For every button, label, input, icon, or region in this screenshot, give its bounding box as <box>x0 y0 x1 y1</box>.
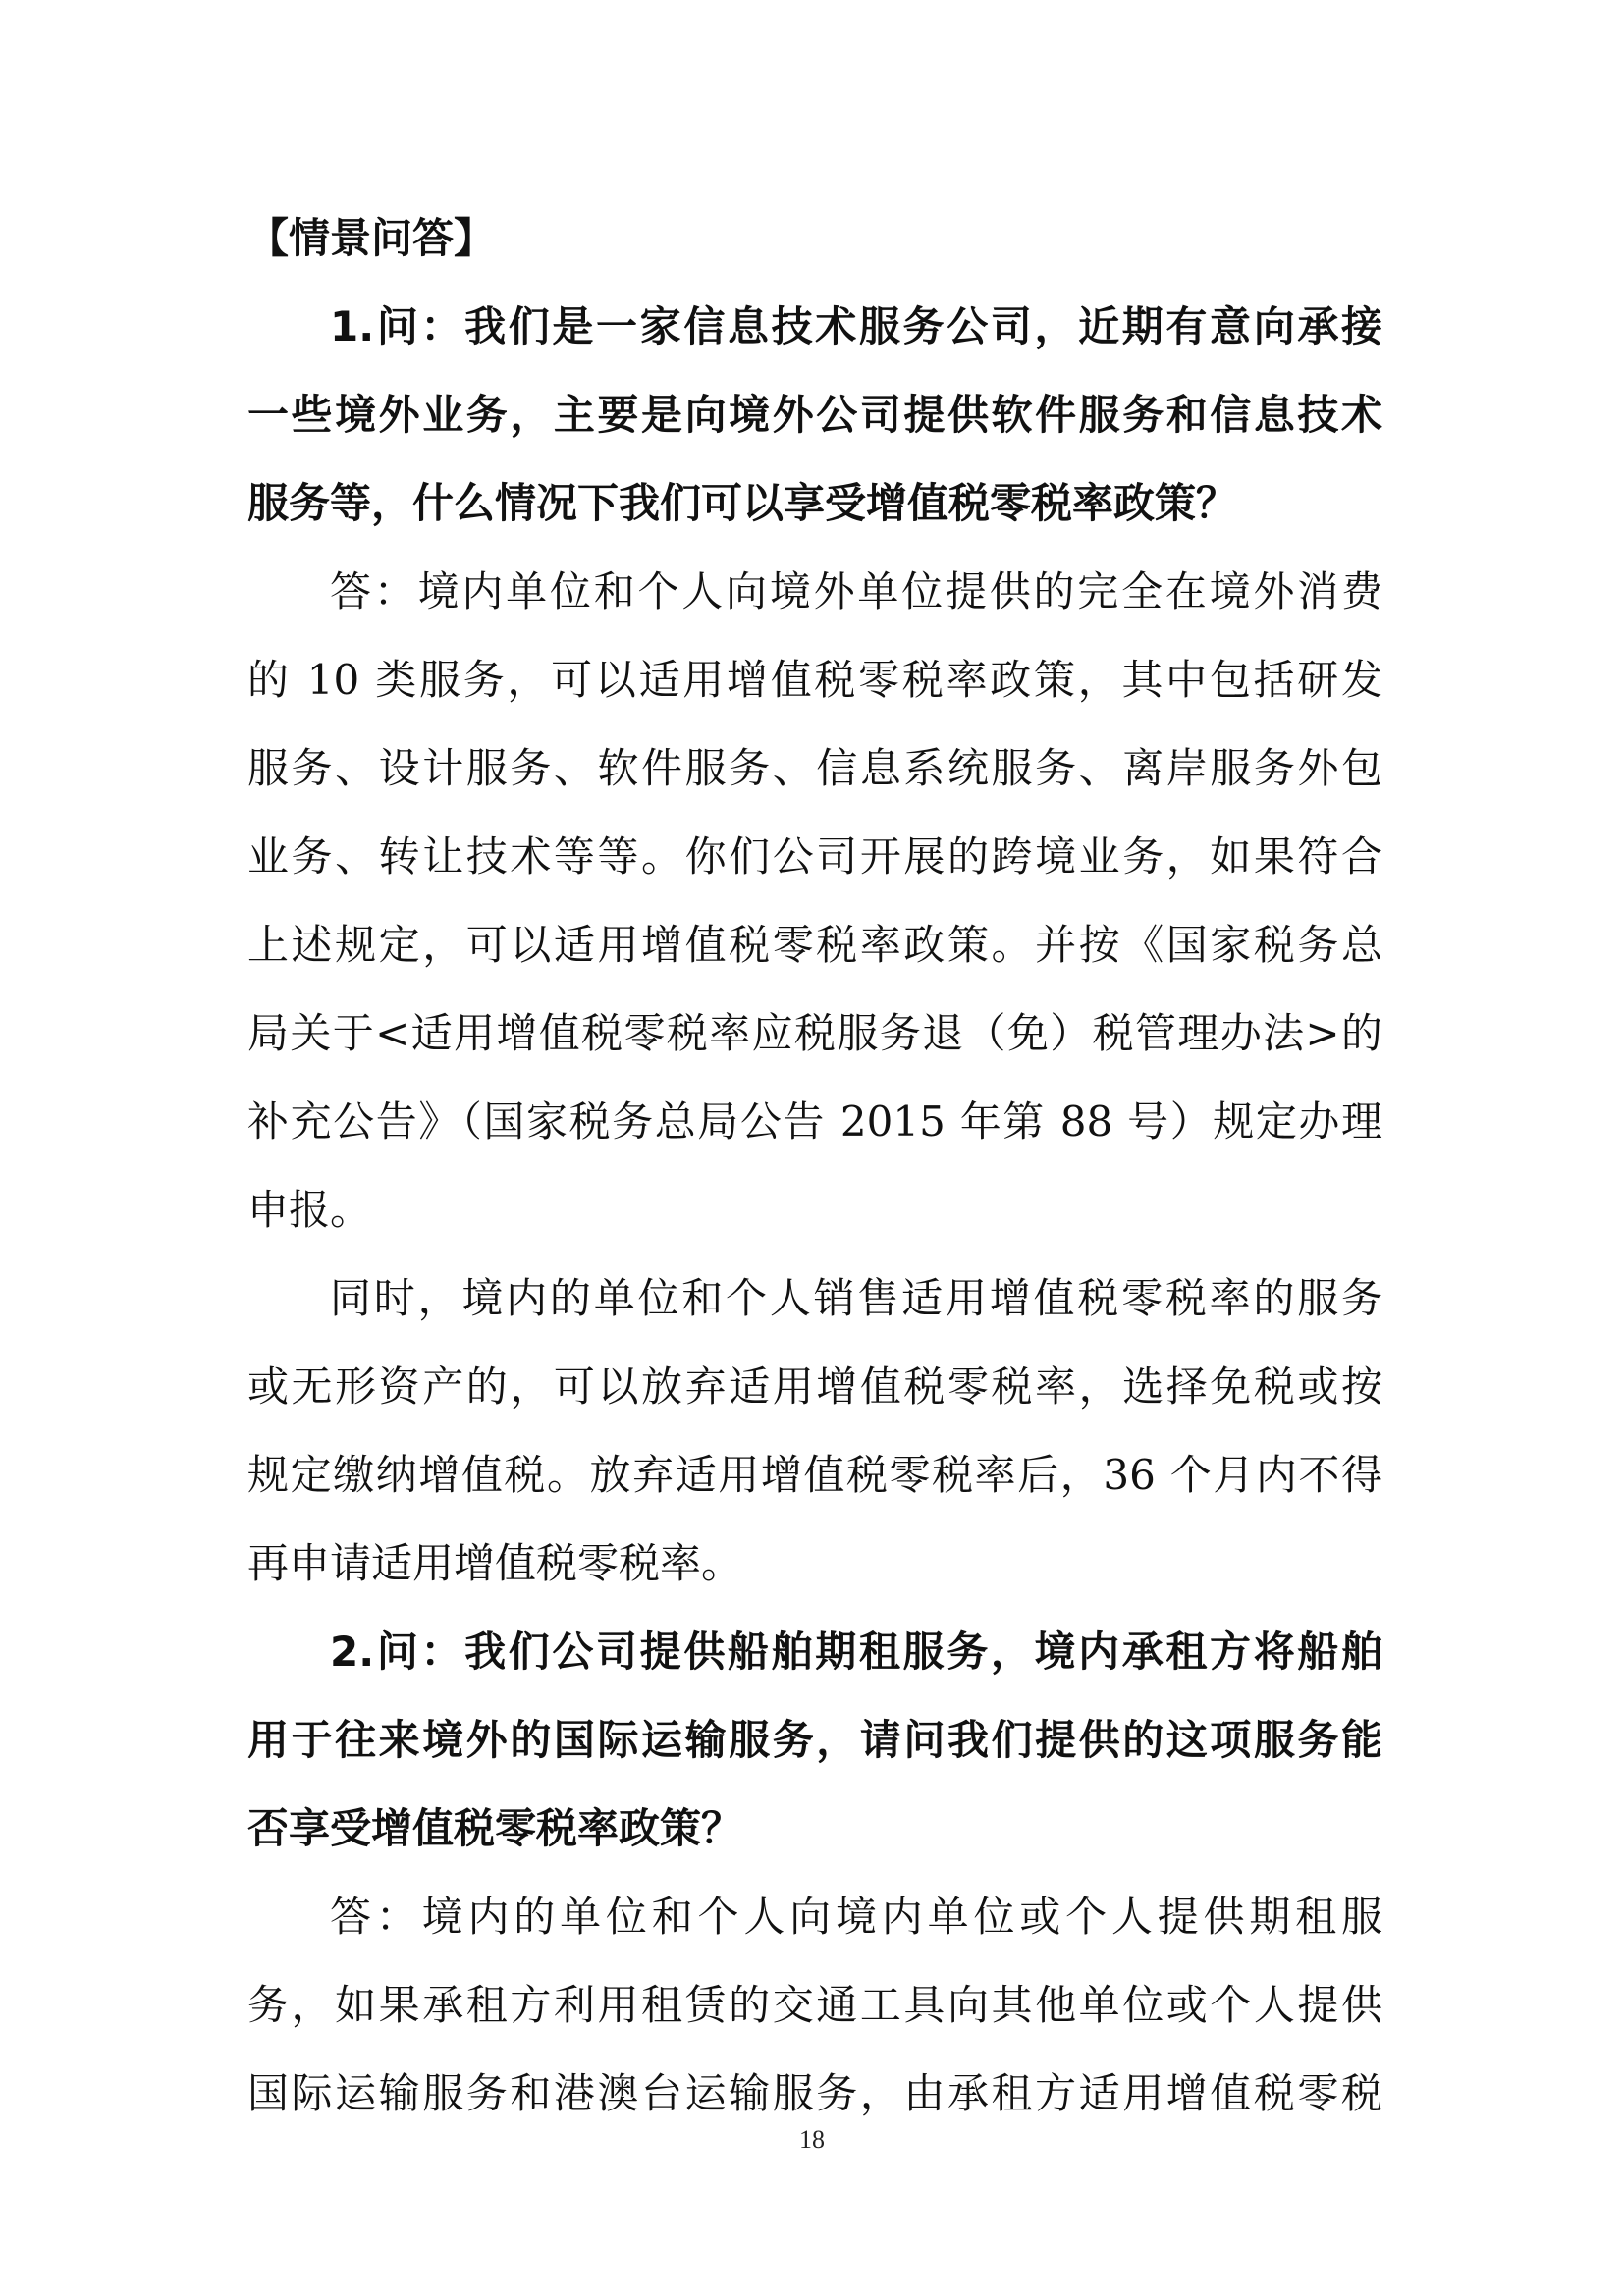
question-2-line-1: 2.问：我们公司提供船舶期租服务，境内承租方将船舶 <box>330 1628 1382 1676</box>
answer-2-p1-line-2: 务，如果承租方利用租赁的交通工具向其他单位或个人提供 <box>247 1981 1382 2029</box>
answer-2-p1-line-1: 答：境内的单位和个人向境内单位或个人提供期租服 <box>330 1893 1382 1941</box>
question-2-line-2: 用于往来境外的国际运输服务，请问我们提供的这项服务能 <box>247 1716 1382 1764</box>
answer-1-p2-line-2: 或无形资产的，可以放弃适用增值税零税率，选择免税或按 <box>247 1362 1382 1411</box>
answer-1-p1-line-2: 的 10 类服务，可以适用增值税零税率政策，其中包括研发 <box>247 656 1382 704</box>
answer-1-p2-line-3: 规定缴纳增值税。放弃适用增值税零税率后，36 个月内不得 <box>247 1451 1382 1499</box>
answer-1-p1-line-4: 业务、转让技术等等。你们公司开展的跨境业务，如果符合 <box>247 832 1382 881</box>
answer-1-p1-line-1: 答：境内单位和个人向境外单位提供的完全在境外消费 <box>330 567 1382 615</box>
page-number: 18 <box>799 2125 825 2154</box>
answer-2-p1-line-3: 国际运输服务和港澳台运输服务，由承租方适用增值税零税 <box>247 2069 1382 2117</box>
answer-1-p2-line-4: 再申请适用增值税零税率。 <box>247 1539 743 1587</box>
section-title: 【情景问答】 <box>247 214 496 262</box>
answer-1-p1-line-6: 局关于<适用增值税零税率应税服务退（免）税管理办法>的 <box>247 1009 1382 1057</box>
answer-1-p1-line-8: 申报。 <box>247 1186 372 1234</box>
answer-1-p1-line-7: 补充公告》（国家税务总局公告 2015 年第 88 号）规定办理 <box>247 1097 1382 1146</box>
answer-1-p1-line-5: 上述规定，可以适用增值税零税率政策。并按《国家税务总 <box>247 921 1382 969</box>
question-1-line-2: 一些境外业务，主要是向境外公司提供软件服务和信息技术 <box>247 391 1382 439</box>
answer-1-p2-line-1: 同时，境内的单位和个人销售适用增值税零税率的服务 <box>330 1274 1382 1322</box>
question-1-line-1: 1.问：我们是一家信息技术服务公司，近期有意向承接 <box>330 302 1382 350</box>
question-2-line-3: 否享受增值税零税率政策？ <box>247 1804 743 1852</box>
answer-1-p1-line-3: 服务、设计服务、软件服务、信息系统服务、离岸服务外包 <box>247 744 1382 792</box>
question-1-line-3: 服务等，什么情况下我们可以享受增值税零税率政策？ <box>247 479 1238 527</box>
